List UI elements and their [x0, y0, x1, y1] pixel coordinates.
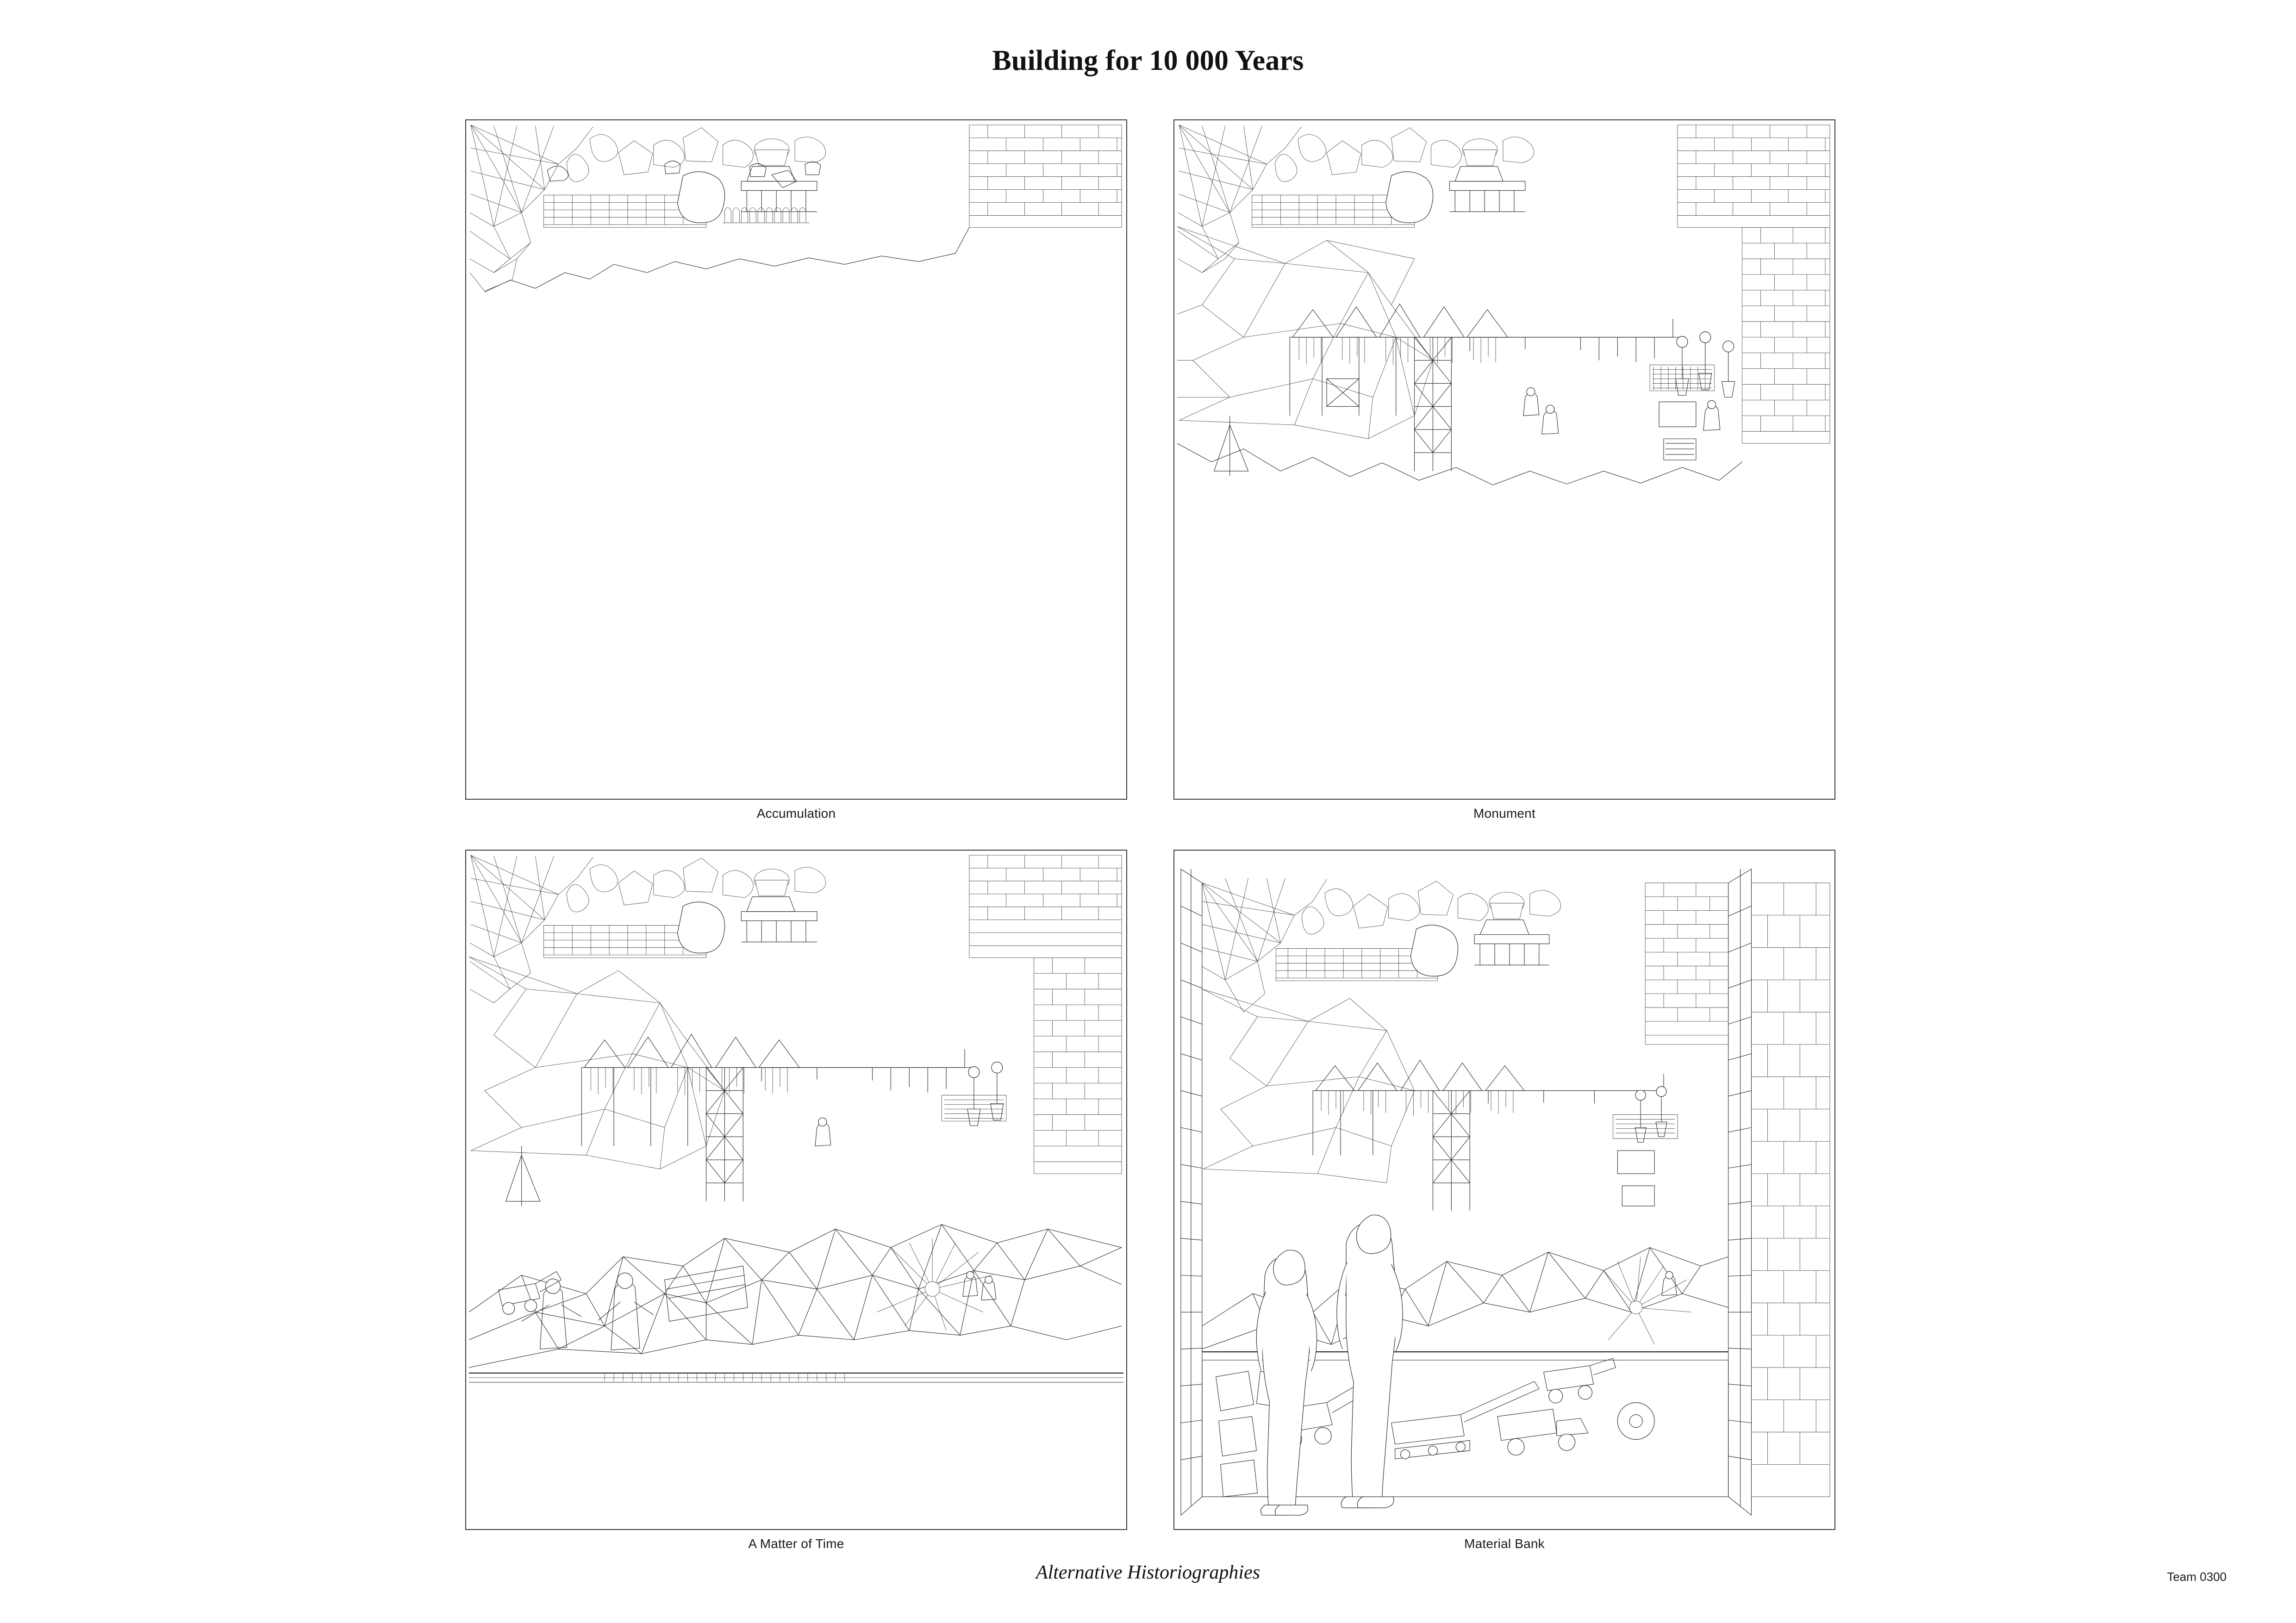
panel-material-bank-frame — [1173, 850, 1835, 1530]
panel-a-matter-of-time[interactable] — [465, 850, 1127, 1551]
panel-a-matter-of-time-frame — [465, 850, 1127, 1530]
panel-grid — [465, 119, 1835, 1551]
page-title: Building for 10 000 Years — [992, 45, 1304, 76]
panel-accumulation[interactable] — [465, 119, 1127, 821]
footer-subtitle: Alternative Historiographies — [1036, 1562, 1260, 1583]
panel-accumulation-frame — [465, 119, 1127, 800]
panel-monument[interactable] — [1173, 119, 1835, 821]
panel-monument-frame — [1173, 119, 1835, 800]
panel-material-bank[interactable] — [1173, 850, 1835, 1551]
foreground-figures-drawing — [1174, 851, 1834, 1529]
panel-a-matter-of-time-caption: A Matter of Time — [748, 1536, 844, 1551]
upper-register-drawing — [466, 120, 1126, 799]
middle-register-drawing — [1174, 120, 1834, 799]
panel-monument-caption: Monument — [1473, 806, 1535, 821]
rubble-field-drawing — [466, 851, 1126, 1529]
panel-material-bank-caption: Material Bank — [1464, 1536, 1545, 1551]
team-number: Team 0300 — [2167, 1570, 2227, 1584]
panel-accumulation-caption: Accumulation — [756, 806, 836, 821]
